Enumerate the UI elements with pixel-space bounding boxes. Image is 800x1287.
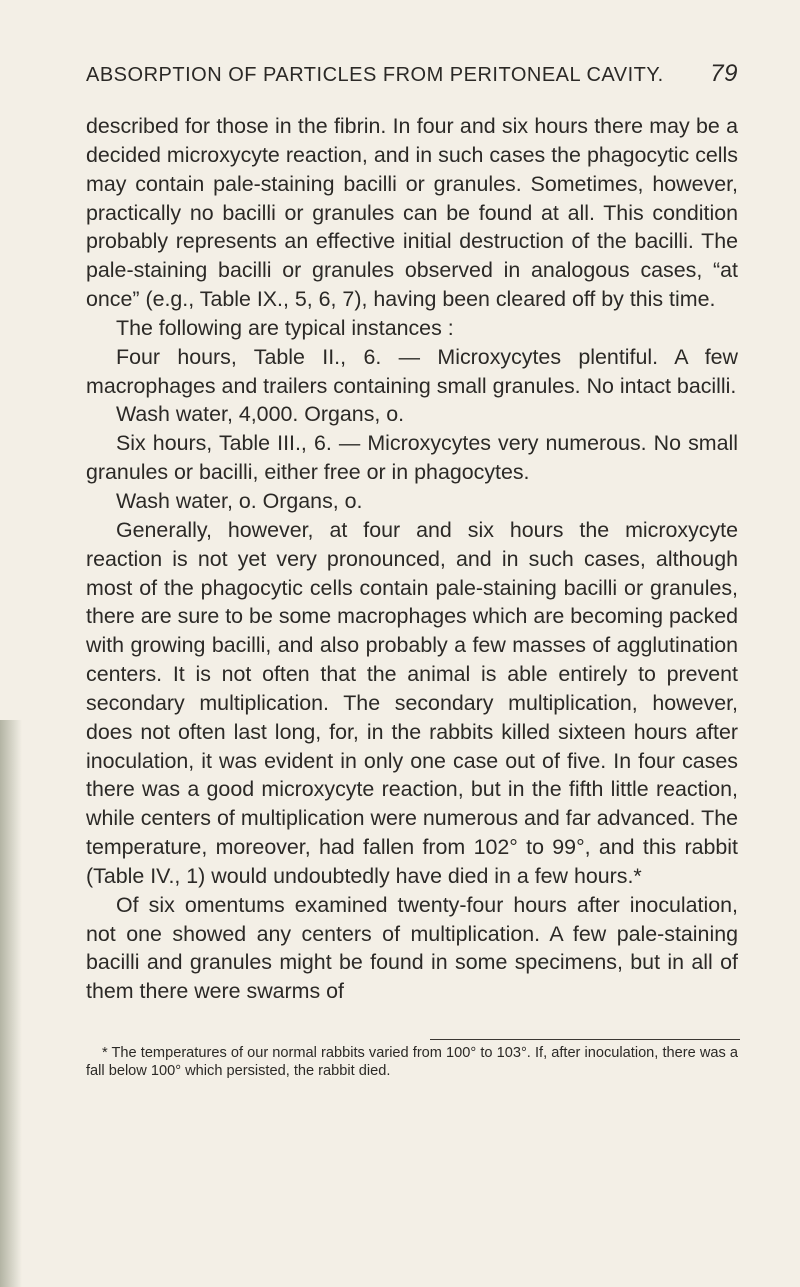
- paragraph-generally: Generally, however, at four and six hours the microxycyte reaction is not yet very pronounced, and in such cases, although most of the phagocytic cells contain pale-staining bacilli or granules, there are sure to be some macrophages which are becoming packed with growing bacilli, and also probably a few masses of agglutination centers. It is not often that the animal is able entirely to prevent secondary multiplication. The secondary multiplication, however, does not often last long, for, in the rabbits killed sixteen hours after inoculation, it was evident in only one case out of five. In four cases there was a good microxycyte reaction, but in the fifth little reaction, while centers of multiplication were numerous and far advanced. The temperature, moreover, had fallen from 102° to 99°, and this rabbit (Table IV., 1) would undoubtedly have died in a few hours.*: [86, 517, 738, 888]
- footnote-rule: [430, 1039, 740, 1040]
- body-text: [86, 112, 738, 1006]
- page-number: 79: [710, 60, 738, 87]
- page-edge-shadow: [0, 720, 22, 1287]
- paragraph-wash-water-2: Wash water, o. Organs, o.: [116, 488, 363, 513]
- paragraph-four-hours: Four hours, Table II., 6. — Microxycytes plentiful. A few macrophages and trailers containing small granules. No intact bacilli.: [86, 344, 738, 398]
- paragraph-six-hours: Six hours, Table III., 6. — Microxycytes very numerous. No small granules or bacilli, either free or in phagocytes.: [86, 431, 738, 485]
- paragraph-wash-water-1: Wash water, 4,000. Organs, o.: [116, 402, 405, 427]
- paragraph-omentums: Of six omentums examined twenty-four hours after inoculation, not one showed any centers of multiplication. A few pale-staining bacilli and granules might be found in some specimens, but in all of them there were swarms of: [86, 892, 738, 1004]
- running-head: [72, 58, 740, 98]
- paragraph-continued: described for those in the fibrin. In four and six hours there may be a decided microxycyte reaction, and in such cases the phagocytic cells may contain pale-staining bacilli or granules. Sometimes, however, practically no bacilli or granules can be found at all. This condition probably represents an effective initial destruction of the bacilli. The pale-staining bacilli or granules observed in analogous cases, “at once” (e.g., Table IX., 5, 6, 7), having been cleared off by this time.: [86, 114, 738, 312]
- footnote: * The temperatures of our normal rabbits varied from 100° to 103°. If, after inoculation, there was a fall below 100° which persisted, the rabbit died.: [86, 1045, 738, 1079]
- paragraph-typical-instances: The following are typical instances :: [116, 315, 454, 340]
- running-title: ABSORPTION OF PARTICLES FROM PERITONEAL CAVITY.: [86, 64, 664, 86]
